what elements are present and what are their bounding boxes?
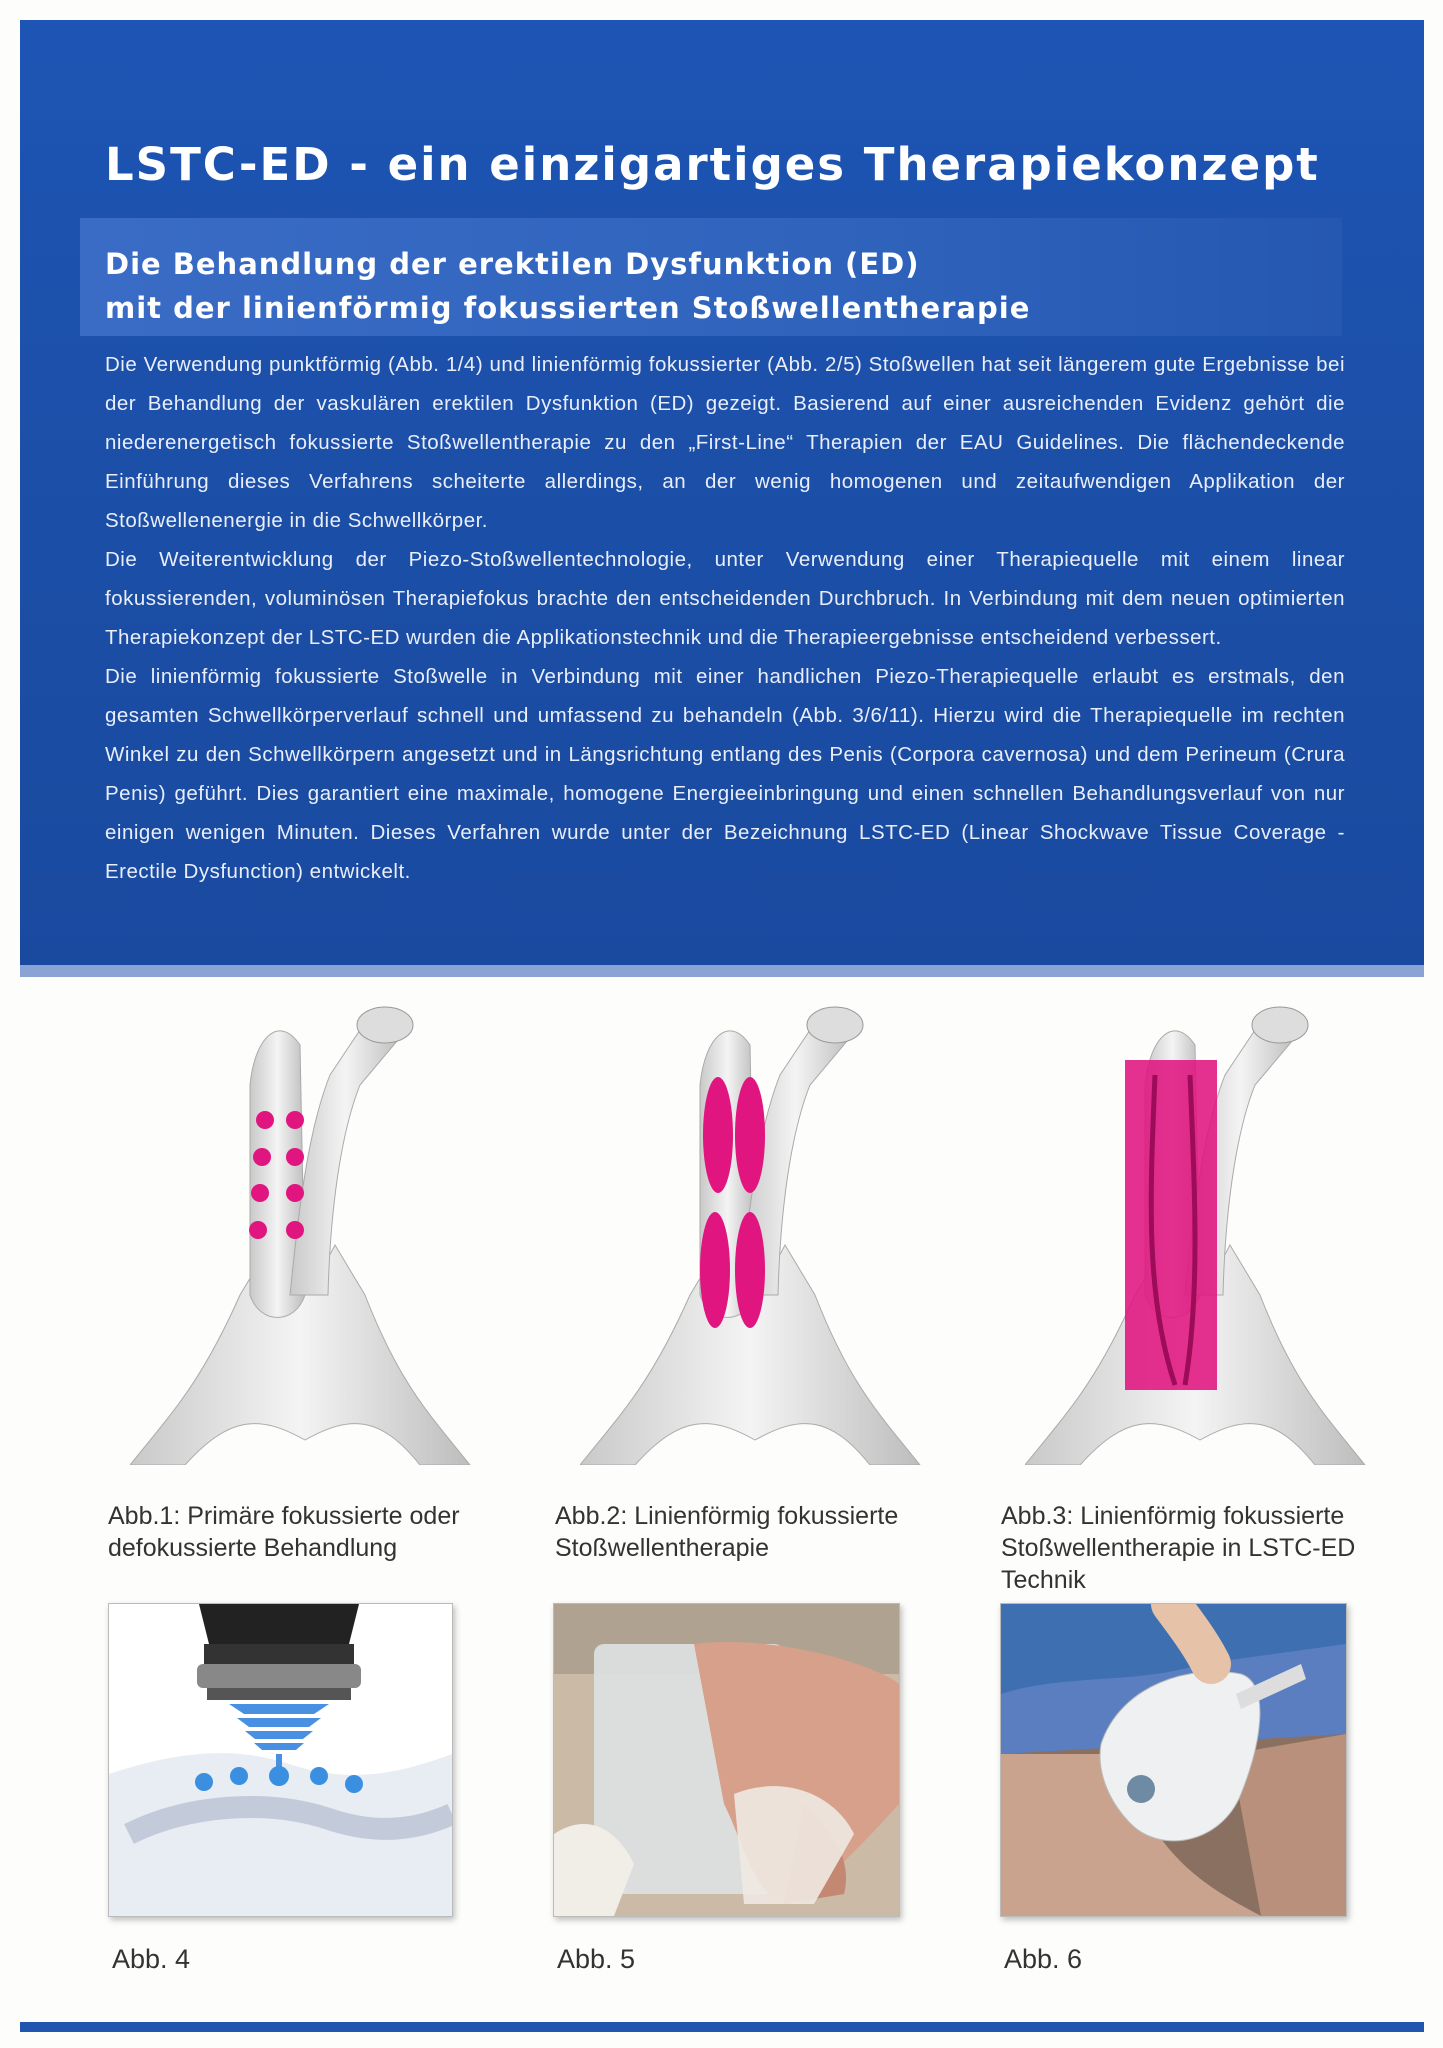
photo-label-abb-4: Abb. 4 — [112, 1944, 191, 1974]
subtitle-line-1: Die Behandlung der erektilen Dysfunktion (ED) — [105, 247, 920, 281]
page-title: LSTC-ED - ein einzigartiges Therapiekonzept — [105, 138, 1320, 191]
footer-rule — [20, 2022, 1424, 2032]
linear-applicator-photo-graphic — [554, 1604, 899, 1916]
photo-abb-5 — [553, 1603, 900, 1917]
subtitle-line-2: mit der linienförmig fokussierten Stoßwellentherapie — [105, 291, 1031, 325]
figure-caption-3: Abb.3: Linienförmig fokussierte Stoßwellentherapie in LSTC-ED Technik — [1001, 1502, 1356, 1594]
body-text — [105, 345, 1345, 891]
photo-label-abb-5: Abb. 5 — [557, 1944, 636, 1974]
photo-abb-4 — [108, 1603, 453, 1917]
paragraph-1: Die Verwendung punktförmig (Abb. 1/4) und linienförmig fokussierter (Abb. 2/5) Stoßwellen hat seit längerem gute Ergebnisse bei der Behandlung der vaskulären erektilen Dysfunktion (ED) gezeigt. Basierend auf einer ausreichenden Evidenz gehört die niederenergetisch fokussierte Stoßwellentherapie zu den „First-Line“ Therapien der EAU Guidelines. Die flächendeckende Einführung dieses Verfahrens scheiterte allerdings, an der wenig homogenen und zeitaufwendigen Applikation der Stoßwellenenergie in die Schwellkörper. — [105, 353, 1345, 532]
figure-caption-2: Abb.2: Linienförmig fokussierte Stoßwellentherapie — [555, 1502, 899, 1562]
paragraph-2: Die Weiterentwicklung der Piezo-Stoßwellentechnologie, unter Verwendung einer Therapiequelle mit einem linear fokussierenden, voluminösen Therapiefokus brachte den entscheidenden Durchbruch. In Verbindung mit dem neuen optimierten Therapiekonzept der LSTC-ED wurden die Applikationstechnik und die Therapieergebnisse entscheidend verbessert. — [105, 548, 1345, 649]
illustration-linear-focus — [580, 995, 940, 1465]
figure-caption-1: Abb.1: Primäre fokussierte oder defokussierte Behandlung — [108, 1502, 460, 1562]
paragraph-3: Die linienförmig fokussierte Stoßwelle in Verbindung mit einer handlichen Piezo-Therapiequelle erlaubt es erstmals, den gesamten Schwellkörperverlauf schnell und umfassend zu behandeln (Abb. 3/6/11). Hierzu wird die Therapiequelle im rechten Winkel zu den Schwellkörpern angesetzt und in Längsrichtung entlang des Penis (Corpora cavernosa) und dem Perineum (Crura Penis) geführt. Dies garantiert eine maximale, homogene Energieeinbringung und einen schnellen Behandlungsverlauf von nur einigen wenigen Minuten. Dieses Verfahren wurde unter der Bezeichnung LSTC-ED (Linear Shockwave Tissue Coverage - Erectile Dysfunction) entwickelt. — [105, 665, 1345, 883]
page-subtitle — [105, 242, 1030, 330]
lstc-ed-treatment-photo-graphic — [1001, 1604, 1346, 1916]
illustration-lstc-ed — [1025, 995, 1385, 1465]
photo-label-abb-6: Abb. 6 — [1004, 1944, 1083, 1974]
device-point-focus-graphic — [109, 1604, 452, 1916]
panel-divider — [20, 965, 1424, 977]
photo-abb-6 — [1000, 1603, 1347, 1917]
illustration-point-focus — [130, 995, 490, 1465]
